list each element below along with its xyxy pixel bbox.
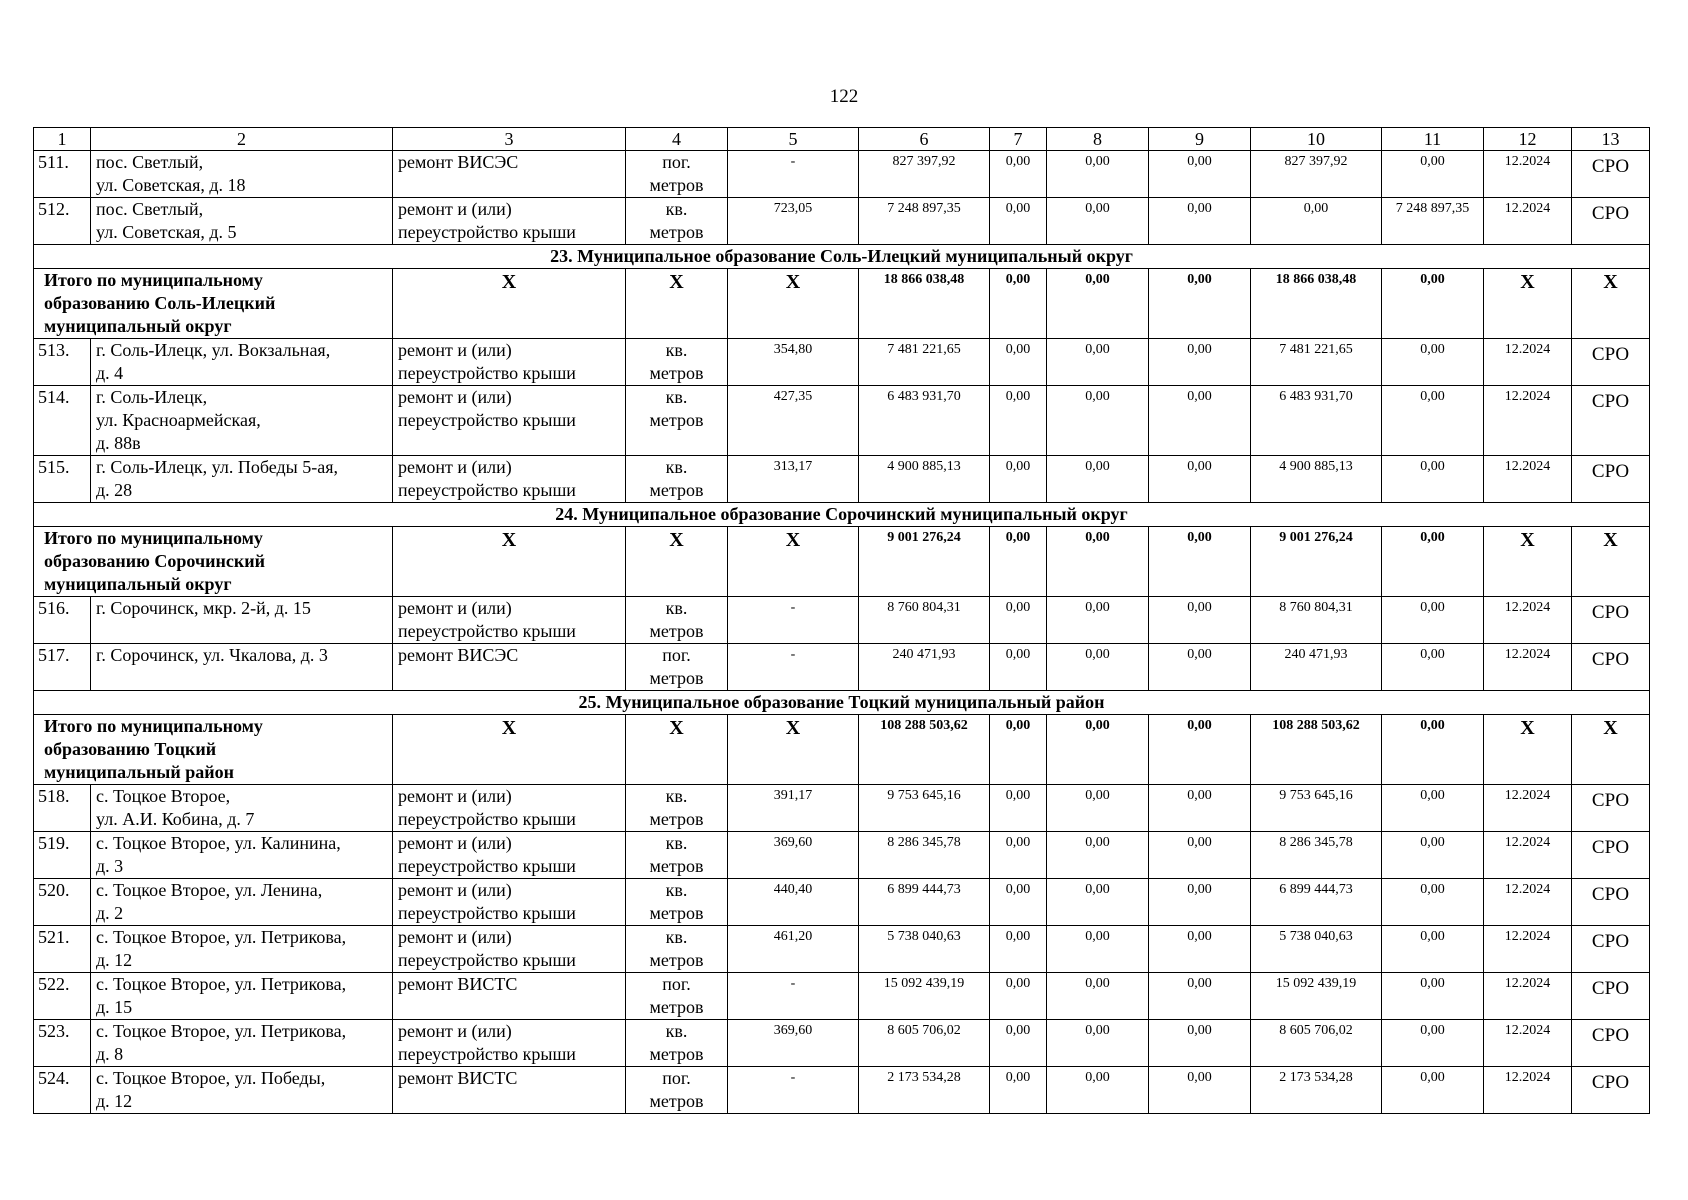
row-number: 520. bbox=[34, 879, 91, 926]
completion-date-cell: 12.2024 bbox=[1484, 198, 1572, 245]
address-cell: г. Соль-Илецк, ул. Победы 5-ая, д. 28 bbox=[91, 456, 393, 503]
value-col-9: 0,00 bbox=[1149, 644, 1251, 691]
value-col-10: 18 866 038,48 bbox=[1251, 269, 1382, 339]
row-number: 515. bbox=[34, 456, 91, 503]
value-col-8: 0,00 bbox=[1047, 597, 1149, 644]
unit-cell: кв. метров bbox=[626, 832, 728, 879]
column-header-11: 11 bbox=[1382, 128, 1484, 151]
total-cost-cell: 4 900 885,13 bbox=[859, 456, 990, 503]
completion-date-cell: 12.2024 bbox=[1484, 456, 1572, 503]
value-col-8: 0,00 bbox=[1047, 715, 1149, 785]
value-col-7: 0,00 bbox=[990, 527, 1047, 597]
section-title: 25. Муниципальное образование Тоцкий муниципальный район bbox=[34, 691, 1650, 715]
value-col-10: 108 288 503,62 bbox=[1251, 715, 1382, 785]
executor-cell: СРО bbox=[1572, 785, 1650, 832]
area-cell: - bbox=[728, 1067, 859, 1114]
value-col-11: 0,00 bbox=[1382, 785, 1484, 832]
executor-cell: СРО bbox=[1572, 973, 1650, 1020]
work-type-cell: ремонт и (или) переустройство крыши bbox=[393, 879, 626, 926]
executor-cell: СРО bbox=[1572, 644, 1650, 691]
value-col-7: 0,00 bbox=[990, 456, 1047, 503]
value-col-9: 0,00 bbox=[1149, 456, 1251, 503]
table-row bbox=[34, 973, 1650, 1020]
row-number: 524. bbox=[34, 1067, 91, 1114]
completion-date-cell: 12.2024 bbox=[1484, 644, 1572, 691]
executor-cell: СРО bbox=[1572, 1067, 1650, 1114]
address-cell: с. Тоцкое Второе, ул. Петрикова, д. 12 bbox=[91, 926, 393, 973]
total-cost-cell: 827 397,92 bbox=[859, 151, 990, 198]
value-col-7: 0,00 bbox=[990, 644, 1047, 691]
table-row bbox=[34, 1020, 1650, 1067]
unit-cell: кв. метров bbox=[626, 785, 728, 832]
table-row bbox=[34, 1067, 1650, 1114]
executor-cell: СРО bbox=[1572, 1020, 1650, 1067]
row-number: 519. bbox=[34, 832, 91, 879]
completion-date-cell: 12.2024 bbox=[1484, 832, 1572, 879]
value-col-11: 0,00 bbox=[1382, 715, 1484, 785]
value-col-9: 0,00 bbox=[1149, 926, 1251, 973]
value-col-9: 0,00 bbox=[1149, 715, 1251, 785]
work-type-cell: ремонт ВИСЭС bbox=[393, 151, 626, 198]
table-row bbox=[34, 456, 1650, 503]
value-col-10: 4 900 885,13 bbox=[1251, 456, 1382, 503]
completion-date-cell: 12.2024 bbox=[1484, 926, 1572, 973]
executor-cell: СРО bbox=[1572, 879, 1650, 926]
value-col-7: 0,00 bbox=[990, 926, 1047, 973]
value-col-10: 7 481 221,65 bbox=[1251, 339, 1382, 386]
x-mark: X bbox=[393, 269, 626, 339]
value-col-8: 0,00 bbox=[1047, 527, 1149, 597]
row-number: 513. bbox=[34, 339, 91, 386]
total-cost-cell: 240 471,93 bbox=[859, 644, 990, 691]
row-number: 512. bbox=[34, 198, 91, 245]
completion-date-cell: 12.2024 bbox=[1484, 339, 1572, 386]
area-cell: - bbox=[728, 597, 859, 644]
table-row bbox=[34, 339, 1650, 386]
total-cost-cell: 8 760 804,31 bbox=[859, 597, 990, 644]
value-col-9: 0,00 bbox=[1149, 597, 1251, 644]
value-col-11: 0,00 bbox=[1382, 973, 1484, 1020]
completion-date-cell: 12.2024 bbox=[1484, 879, 1572, 926]
table-row bbox=[34, 597, 1650, 644]
subtotal-row bbox=[34, 527, 1650, 597]
address-cell: г. Соль-Илецк, ул. Вокзальная, д. 4 bbox=[91, 339, 393, 386]
value-col-10: 8 605 706,02 bbox=[1251, 1020, 1382, 1067]
value-col-7: 0,00 bbox=[990, 785, 1047, 832]
address-cell: пос. Светлый, ул. Советская, д. 5 bbox=[91, 198, 393, 245]
table-row bbox=[34, 386, 1650, 456]
x-mark: X bbox=[728, 269, 859, 339]
total-cost-cell: 7 248 897,35 bbox=[859, 198, 990, 245]
executor-cell: СРО bbox=[1572, 339, 1650, 386]
address-cell: пос. Светлый, ул. Советская, д. 18 bbox=[91, 151, 393, 198]
work-type-cell: ремонт и (или) переустройство крыши bbox=[393, 386, 626, 456]
address-cell: г. Сорочинск, ул. Чкалова, д. 3 bbox=[91, 644, 393, 691]
total-cost-cell: 8 286 345,78 bbox=[859, 832, 990, 879]
address-cell: с. Тоцкое Второе, ул. Победы, д. 12 bbox=[91, 1067, 393, 1114]
x-mark: X bbox=[1572, 269, 1650, 339]
address-cell: с. Тоцкое Второе, ул. А.И. Кобина, д. 7 bbox=[91, 785, 393, 832]
value-col-11: 0,00 bbox=[1382, 597, 1484, 644]
value-col-9: 0,00 bbox=[1149, 973, 1251, 1020]
value-col-10: 15 092 439,19 bbox=[1251, 973, 1382, 1020]
area-cell: 427,35 bbox=[728, 386, 859, 456]
row-number: 522. bbox=[34, 973, 91, 1020]
value-col-10: 0,00 bbox=[1251, 198, 1382, 245]
row-number: 516. bbox=[34, 597, 91, 644]
unit-cell: кв. метров bbox=[626, 926, 728, 973]
section-header-row bbox=[34, 245, 1650, 269]
address-cell: с. Тоцкое Второе, ул. Калинина, д. 3 bbox=[91, 832, 393, 879]
total-cost-cell: 6 483 931,70 bbox=[859, 386, 990, 456]
x-mark: X bbox=[626, 527, 728, 597]
value-col-8: 0,00 bbox=[1047, 832, 1149, 879]
value-col-9: 0,00 bbox=[1149, 1020, 1251, 1067]
column-header-3: 3 bbox=[393, 128, 626, 151]
area-cell: 354,80 bbox=[728, 339, 859, 386]
column-header-2: 2 bbox=[91, 128, 393, 151]
row-number: 523. bbox=[34, 1020, 91, 1067]
executor-cell: СРО bbox=[1572, 198, 1650, 245]
unit-cell: пог. метров bbox=[626, 973, 728, 1020]
table-row bbox=[34, 644, 1650, 691]
work-type-cell: ремонт и (или) переустройство крыши bbox=[393, 1020, 626, 1067]
value-col-9: 0,00 bbox=[1149, 527, 1251, 597]
completion-date-cell: 12.2024 bbox=[1484, 973, 1572, 1020]
value-col-9: 0,00 bbox=[1149, 151, 1251, 198]
work-type-cell: ремонт ВИСТС bbox=[393, 973, 626, 1020]
value-col-8: 0,00 bbox=[1047, 339, 1149, 386]
value-col-11: 0,00 bbox=[1382, 527, 1484, 597]
row-number: 511. bbox=[34, 151, 91, 198]
value-col-10: 2 173 534,28 bbox=[1251, 1067, 1382, 1114]
work-type-cell: ремонт ВИСТС bbox=[393, 1067, 626, 1114]
unit-cell: кв. метров bbox=[626, 1020, 728, 1067]
unit-cell: кв. метров bbox=[626, 339, 728, 386]
x-mark: X bbox=[393, 715, 626, 785]
column-header-9: 9 bbox=[1149, 128, 1251, 151]
area-cell: - bbox=[728, 973, 859, 1020]
total-cost-cell: 15 092 439,19 bbox=[859, 973, 990, 1020]
value-col-11: 0,00 bbox=[1382, 832, 1484, 879]
value-col-8: 0,00 bbox=[1047, 973, 1149, 1020]
value-col-10: 827 397,92 bbox=[1251, 151, 1382, 198]
repair-program-table bbox=[33, 127, 1650, 1114]
unit-cell: пог. метров bbox=[626, 151, 728, 198]
x-mark: X bbox=[626, 715, 728, 785]
subtotal-label: Итого по муниципальному образованию Тоцкий муниципальный район bbox=[34, 715, 393, 785]
unit-cell: кв. метров bbox=[626, 879, 728, 926]
unit-cell: кв. метров bbox=[626, 456, 728, 503]
address-cell: с. Тоцкое Второе, ул. Петрикова, д. 8 bbox=[91, 1020, 393, 1067]
total-cost-cell: 8 605 706,02 bbox=[859, 1020, 990, 1067]
column-number-row bbox=[34, 128, 1650, 151]
table-row bbox=[34, 832, 1650, 879]
completion-date-cell: 12.2024 bbox=[1484, 386, 1572, 456]
subtotal-cost: 108 288 503,62 bbox=[859, 715, 990, 785]
work-type-cell: ремонт и (или) переустройство крыши bbox=[393, 339, 626, 386]
value-col-8: 0,00 bbox=[1047, 879, 1149, 926]
value-col-9: 0,00 bbox=[1149, 339, 1251, 386]
subtotal-label: Итого по муниципальному образованию Сорочинский муниципальный округ bbox=[34, 527, 393, 597]
unit-cell: кв. метров bbox=[626, 198, 728, 245]
x-mark: X bbox=[1484, 527, 1572, 597]
work-type-cell: ремонт и (или) переустройство крыши bbox=[393, 198, 626, 245]
area-cell: 723,05 bbox=[728, 198, 859, 245]
unit-cell: пог. метров bbox=[626, 1067, 728, 1114]
completion-date-cell: 12.2024 bbox=[1484, 597, 1572, 644]
section-title: 24. Муниципальное образование Сорочинский муниципальный округ bbox=[34, 503, 1650, 527]
unit-cell: кв. метров bbox=[626, 386, 728, 456]
column-header-10: 10 bbox=[1251, 128, 1382, 151]
page-number: 122 bbox=[829, 86, 859, 107]
executor-cell: СРО bbox=[1572, 386, 1650, 456]
total-cost-cell: 2 173 534,28 bbox=[859, 1067, 990, 1114]
x-mark: X bbox=[1484, 715, 1572, 785]
value-col-9: 0,00 bbox=[1149, 832, 1251, 879]
row-number: 518. bbox=[34, 785, 91, 832]
x-mark: X bbox=[1484, 269, 1572, 339]
column-header-13: 13 bbox=[1572, 128, 1650, 151]
x-mark: X bbox=[393, 527, 626, 597]
work-type-cell: ремонт и (или) переустройство крыши bbox=[393, 597, 626, 644]
work-type-cell: ремонт и (или) переустройство крыши bbox=[393, 456, 626, 503]
value-col-11: 0,00 bbox=[1382, 269, 1484, 339]
row-number: 521. bbox=[34, 926, 91, 973]
executor-cell: СРО bbox=[1572, 597, 1650, 644]
address-cell: с. Тоцкое Второе, ул. Петрикова, д. 15 bbox=[91, 973, 393, 1020]
value-col-8: 0,00 bbox=[1047, 198, 1149, 245]
value-col-9: 0,00 bbox=[1149, 198, 1251, 245]
completion-date-cell: 12.2024 bbox=[1484, 785, 1572, 832]
x-mark: X bbox=[1572, 715, 1650, 785]
value-col-11: 0,00 bbox=[1382, 644, 1484, 691]
total-cost-cell: 5 738 040,63 bbox=[859, 926, 990, 973]
row-number: 514. bbox=[34, 386, 91, 456]
table-row bbox=[34, 926, 1650, 973]
value-col-7: 0,00 bbox=[990, 973, 1047, 1020]
value-col-8: 0,00 bbox=[1047, 1067, 1149, 1114]
value-col-9: 0,00 bbox=[1149, 785, 1251, 832]
value-col-10: 8 286 345,78 bbox=[1251, 832, 1382, 879]
x-mark: X bbox=[1572, 527, 1650, 597]
table-row bbox=[34, 879, 1650, 926]
total-cost-cell: 9 753 645,16 bbox=[859, 785, 990, 832]
value-col-11: 0,00 bbox=[1382, 926, 1484, 973]
table-row bbox=[34, 198, 1650, 245]
value-col-10: 240 471,93 bbox=[1251, 644, 1382, 691]
value-col-10: 9 001 276,24 bbox=[1251, 527, 1382, 597]
completion-date-cell: 12.2024 bbox=[1484, 1020, 1572, 1067]
subtotal-cost: 9 001 276,24 bbox=[859, 527, 990, 597]
table-row bbox=[34, 785, 1650, 832]
work-type-cell: ремонт и (или) переустройство крыши bbox=[393, 926, 626, 973]
work-type-cell: ремонт и (или) переустройство крыши bbox=[393, 832, 626, 879]
x-mark: X bbox=[728, 715, 859, 785]
value-col-10: 5 738 040,63 bbox=[1251, 926, 1382, 973]
value-col-7: 0,00 bbox=[990, 879, 1047, 926]
value-col-9: 0,00 bbox=[1149, 386, 1251, 456]
address-cell: г. Соль-Илецк, ул. Красноармейская, д. 88в bbox=[91, 386, 393, 456]
address-cell: г. Сорочинск, мкр. 2-й, д. 15 bbox=[91, 597, 393, 644]
work-type-cell: ремонт ВИСЭС bbox=[393, 644, 626, 691]
value-col-8: 0,00 bbox=[1047, 269, 1149, 339]
executor-cell: СРО bbox=[1572, 926, 1650, 973]
area-cell: 369,60 bbox=[728, 832, 859, 879]
total-cost-cell: 6 899 444,73 bbox=[859, 879, 990, 926]
column-header-6: 6 bbox=[859, 128, 990, 151]
completion-date-cell: 12.2024 bbox=[1484, 1067, 1572, 1114]
value-col-8: 0,00 bbox=[1047, 456, 1149, 503]
column-header-12: 12 bbox=[1484, 128, 1572, 151]
value-col-10: 6 899 444,73 bbox=[1251, 879, 1382, 926]
value-col-8: 0,00 bbox=[1047, 785, 1149, 832]
area-cell: 461,20 bbox=[728, 926, 859, 973]
column-header-5: 5 bbox=[728, 128, 859, 151]
value-col-8: 0,00 bbox=[1047, 644, 1149, 691]
value-col-11: 0,00 bbox=[1382, 879, 1484, 926]
area-cell: 313,17 bbox=[728, 456, 859, 503]
value-col-11: 0,00 bbox=[1382, 386, 1484, 456]
value-col-11: 0,00 bbox=[1382, 456, 1484, 503]
value-col-8: 0,00 bbox=[1047, 926, 1149, 973]
executor-cell: СРО bbox=[1572, 151, 1650, 198]
unit-cell: кв. метров bbox=[626, 597, 728, 644]
subtotal-row bbox=[34, 715, 1650, 785]
executor-cell: СРО bbox=[1572, 456, 1650, 503]
value-col-7: 0,00 bbox=[990, 151, 1047, 198]
value-col-8: 0,00 bbox=[1047, 386, 1149, 456]
section-header-row bbox=[34, 503, 1650, 527]
value-col-9: 0,00 bbox=[1149, 1067, 1251, 1114]
unit-cell: пог. метров bbox=[626, 644, 728, 691]
x-mark: X bbox=[728, 527, 859, 597]
value-col-10: 6 483 931,70 bbox=[1251, 386, 1382, 456]
value-col-10: 8 760 804,31 bbox=[1251, 597, 1382, 644]
value-col-11: 0,00 bbox=[1382, 1020, 1484, 1067]
value-col-7: 0,00 bbox=[990, 339, 1047, 386]
area-cell: 369,60 bbox=[728, 1020, 859, 1067]
area-cell: 391,17 bbox=[728, 785, 859, 832]
value-col-7: 0,00 bbox=[990, 269, 1047, 339]
value-col-10: 9 753 645,16 bbox=[1251, 785, 1382, 832]
value-col-8: 0,00 bbox=[1047, 151, 1149, 198]
total-cost-cell: 7 481 221,65 bbox=[859, 339, 990, 386]
value-col-11: 7 248 897,35 bbox=[1382, 198, 1484, 245]
executor-cell: СРО bbox=[1572, 832, 1650, 879]
section-header-row bbox=[34, 691, 1650, 715]
work-type-cell: ремонт и (или) переустройство крыши bbox=[393, 785, 626, 832]
subtotal-label: Итого по муниципальному образованию Соль-Илецкий муниципальный округ bbox=[34, 269, 393, 339]
value-col-7: 0,00 bbox=[990, 1067, 1047, 1114]
value-col-11: 0,00 bbox=[1382, 151, 1484, 198]
value-col-7: 0,00 bbox=[990, 832, 1047, 879]
area-cell: - bbox=[728, 151, 859, 198]
column-header-1: 1 bbox=[34, 128, 91, 151]
section-title: 23. Муниципальное образование Соль-Илецкий муниципальный округ bbox=[34, 245, 1650, 269]
value-col-7: 0,00 bbox=[990, 715, 1047, 785]
column-header-7: 7 bbox=[990, 128, 1047, 151]
area-cell: - bbox=[728, 644, 859, 691]
area-cell: 440,40 bbox=[728, 879, 859, 926]
subtotal-cost: 18 866 038,48 bbox=[859, 269, 990, 339]
table-row bbox=[34, 151, 1650, 198]
value-col-11: 0,00 bbox=[1382, 1067, 1484, 1114]
value-col-7: 0,00 bbox=[990, 386, 1047, 456]
address-cell: с. Тоцкое Второе, ул. Ленина, д. 2 bbox=[91, 879, 393, 926]
row-number: 517. bbox=[34, 644, 91, 691]
value-col-9: 0,00 bbox=[1149, 269, 1251, 339]
value-col-8: 0,00 bbox=[1047, 1020, 1149, 1067]
column-header-8: 8 bbox=[1047, 128, 1149, 151]
completion-date-cell: 12.2024 bbox=[1484, 151, 1572, 198]
value-col-7: 0,00 bbox=[990, 198, 1047, 245]
value-col-7: 0,00 bbox=[990, 597, 1047, 644]
column-header-4: 4 bbox=[626, 128, 728, 151]
value-col-9: 0,00 bbox=[1149, 879, 1251, 926]
subtotal-row bbox=[34, 269, 1650, 339]
value-col-11: 0,00 bbox=[1382, 339, 1484, 386]
value-col-7: 0,00 bbox=[990, 1020, 1047, 1067]
x-mark: X bbox=[626, 269, 728, 339]
